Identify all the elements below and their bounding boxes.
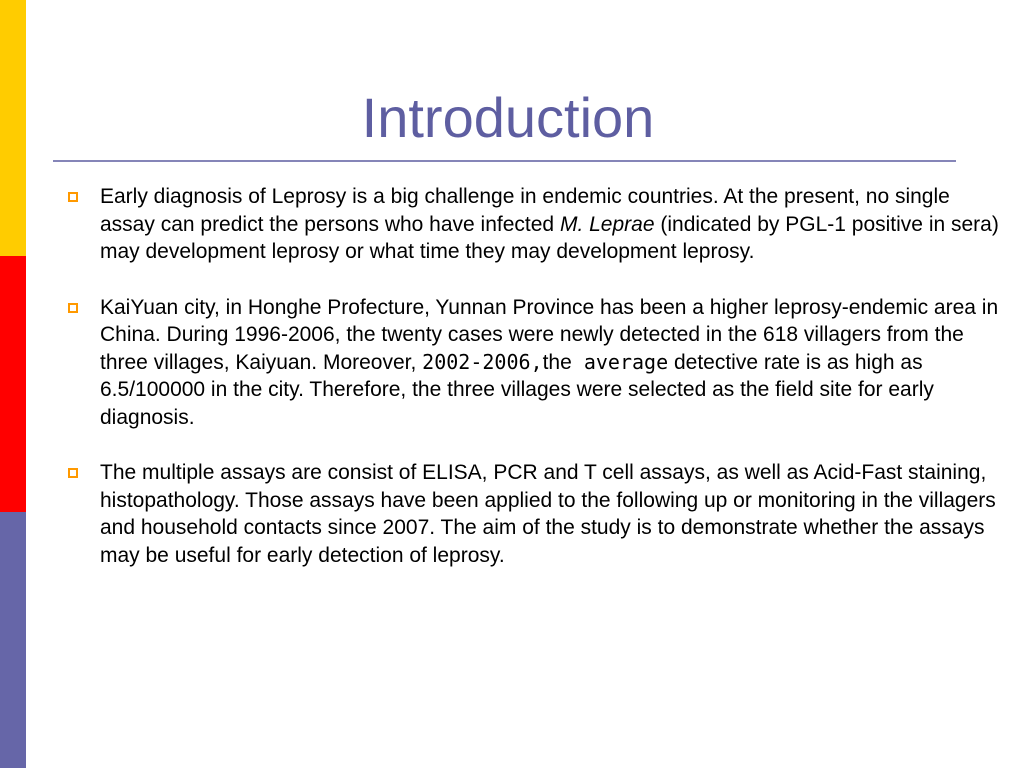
bullet-text-italic: M. Leprae [559,212,655,236]
slide-body [66,183,1001,597]
side-bar-blue-segment [0,512,26,768]
bullet-item [66,459,1001,569]
bullet-text: The multiple assays are consist of ELISA, PCR and T cell assays, as well as Acid-Fast staining, histopathology. Those assays have been applied to the following up or monitoring in the villagers and household contacts since 2007. The aim of the study is to demonstrate whether the assays may be useful for early detection of leprosy. [100,461,996,567]
side-bar-red-segment [0,256,26,512]
bullet-text-mono: average [571,349,669,374]
bullet-item [66,294,1001,432]
bullet-text: Early diagnosis of Leprosy is a big challenge in endemic countries. At the present, no single assay can predict the persons who have infected [100,185,950,236]
square-bullet-icon [68,468,78,478]
square-bullet-icon [68,192,78,202]
bullet-text-mono: 2002-2006, [422,349,543,374]
bullet-text: detective rate is as high as 6.5/100000 in the city. Therefore, the three villages were selected as the field site for early diagnosis. [100,350,934,429]
title-underline [53,160,956,162]
bullet-item [66,183,1001,266]
bullet-text: KaiYuan city, in Honghe Profecture, Yunnan Province has been a higher leprosy-endemic area in China. During 1996-2006, the twenty cases were newly detected in the 618 villagers from the three villages, Kaiyuan. Moreover, [100,295,999,374]
bullet-text: the [542,350,572,374]
side-color-bar [0,0,26,768]
bullet-text: (indicated by PGL-1 positive in sera) may development leprosy or what time they may development leprosy. [100,212,999,263]
square-bullet-icon [68,303,78,313]
slide-title: Introduction [361,86,655,149]
side-bar-yellow-segment [0,0,26,256]
